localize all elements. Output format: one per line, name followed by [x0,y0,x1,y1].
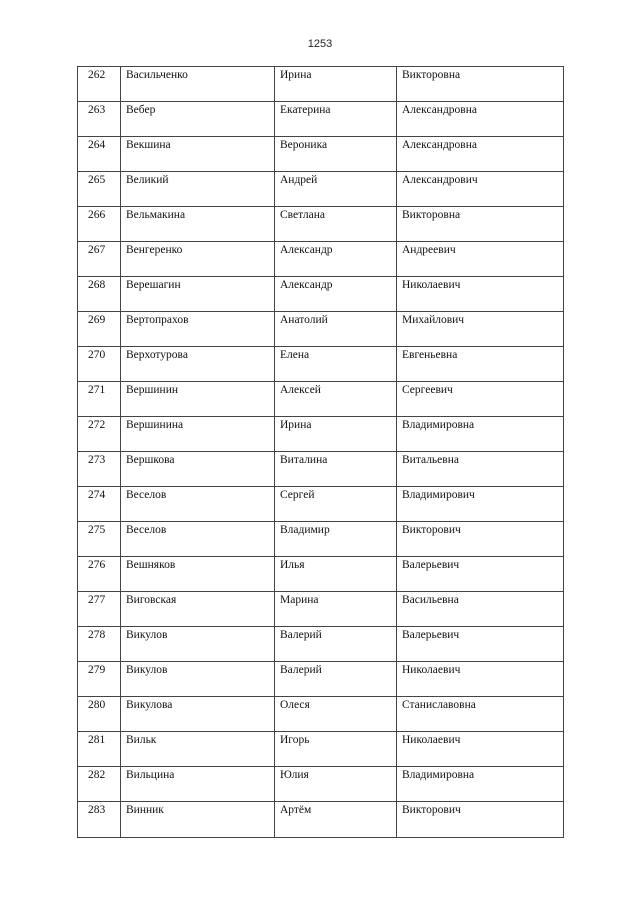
first-name: Владимир [275,522,397,557]
row-number: 262 [78,67,121,102]
first-name: Ирина [275,417,397,452]
table-row [78,207,564,242]
table-row [78,382,564,417]
table-row [78,487,564,522]
last-name: Вершкова [121,452,275,487]
table-row [78,662,564,697]
last-name: Вершинин [121,382,275,417]
table-row [78,417,564,452]
row-number: 271 [78,382,121,417]
first-name: Алексей [275,382,397,417]
last-name: Викулов [121,627,275,662]
first-name: Вероника [275,137,397,172]
patronymic: Васильевна [397,592,564,627]
patronymic: Владимировна [397,417,564,452]
table-row [78,137,564,172]
last-name: Великий [121,172,275,207]
last-name: Викулова [121,697,275,732]
table-row [78,732,564,767]
table-row [78,172,564,207]
patronymic: Станиславовна [397,697,564,732]
patronymic: Андреевич [397,242,564,277]
row-number: 263 [78,102,121,137]
patronymic: Александровна [397,137,564,172]
last-name: Верешагин [121,277,275,312]
first-name: Анатолий [275,312,397,347]
patronymic: Викторович [397,522,564,557]
first-name: Валерий [275,662,397,697]
table-row [78,67,564,102]
row-number: 272 [78,417,121,452]
row-number: 277 [78,592,121,627]
last-name: Веселов [121,487,275,522]
last-name: Виговская [121,592,275,627]
last-name: Векшина [121,137,275,172]
patronymic: Николаевич [397,277,564,312]
first-name: Артём [275,802,397,838]
patronymic: Михайлович [397,312,564,347]
patronymic: Александровна [397,102,564,137]
first-name: Екатерина [275,102,397,137]
patronymic: Владимирович [397,487,564,522]
names-table [77,66,564,838]
table-row [78,312,564,347]
last-name: Вильцина [121,767,275,802]
table-row [78,242,564,277]
first-name: Валерий [275,627,397,662]
patronymic: Николаевич [397,732,564,767]
table-row [78,592,564,627]
row-number: 274 [78,487,121,522]
last-name: Вильк [121,732,275,767]
first-name: Марина [275,592,397,627]
first-name: Илья [275,557,397,592]
row-number: 268 [78,277,121,312]
patronymic: Александрович [397,172,564,207]
row-number: 280 [78,697,121,732]
row-number: 278 [78,627,121,662]
patronymic: Владимировна [397,767,564,802]
row-number: 276 [78,557,121,592]
last-name: Верхотурова [121,347,275,382]
table-row [78,767,564,802]
last-name: Венгеренко [121,242,275,277]
patronymic: Викторовна [397,67,564,102]
patronymic: Викторовна [397,207,564,242]
row-number: 281 [78,732,121,767]
last-name: Васильченко [121,67,275,102]
row-number: 267 [78,242,121,277]
last-name: Вешняков [121,557,275,592]
row-number: 282 [78,767,121,802]
row-number: 279 [78,662,121,697]
last-name: Вершинина [121,417,275,452]
table-row [78,102,564,137]
names-table-body [78,67,564,838]
first-name: Юлия [275,767,397,802]
first-name: Виталина [275,452,397,487]
row-number: 270 [78,347,121,382]
last-name: Вертопрахов [121,312,275,347]
patronymic: Евгеньевна [397,347,564,382]
patronymic: Валерьевич [397,627,564,662]
first-name: Олеся [275,697,397,732]
row-number: 265 [78,172,121,207]
first-name: Светлана [275,207,397,242]
first-name: Елена [275,347,397,382]
table-row [78,557,564,592]
first-name: Игорь [275,732,397,767]
row-number: 269 [78,312,121,347]
row-number: 283 [78,802,121,838]
table-row [78,802,564,838]
first-name: Андрей [275,172,397,207]
patronymic: Николаевич [397,662,564,697]
table-row [78,277,564,312]
last-name: Веселов [121,522,275,557]
row-number: 264 [78,137,121,172]
patronymic: Викторович [397,802,564,838]
first-name: Ирина [275,67,397,102]
table-row [78,627,564,662]
last-name: Винник [121,802,275,838]
table-row [78,347,564,382]
table-row [78,697,564,732]
patronymic: Валерьевич [397,557,564,592]
row-number: 275 [78,522,121,557]
page-number: 1253 [307,38,333,50]
first-name: Сергей [275,487,397,522]
row-number: 266 [78,207,121,242]
last-name: Вельмакина [121,207,275,242]
patronymic: Витальевна [397,452,564,487]
row-number: 273 [78,452,121,487]
last-name: Вебер [121,102,275,137]
patronymic: Сергеевич [397,382,564,417]
last-name: Викулов [121,662,275,697]
table-row [78,522,564,557]
first-name: Александр [275,242,397,277]
table-row [78,452,564,487]
first-name: Александр [275,277,397,312]
